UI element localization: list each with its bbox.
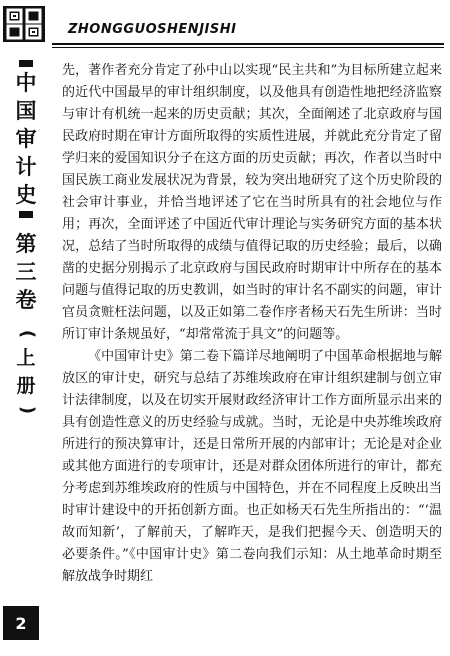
part-paren-open: ( xyxy=(16,329,38,339)
title-char: 中 xyxy=(15,71,37,95)
part-paren-close: ) xyxy=(16,405,38,415)
book-title-logo xyxy=(3,6,45,42)
part-char: 上 xyxy=(16,347,36,369)
header-rule-thin xyxy=(52,47,444,48)
header-rule xyxy=(52,43,444,45)
title-char: 审 xyxy=(15,127,37,151)
vertical-book-title xyxy=(6,58,46,420)
title-bracket-bottom xyxy=(19,211,33,218)
volume-char: 三 xyxy=(15,260,37,284)
page-number: 2 xyxy=(3,606,39,640)
volume-char: 第 xyxy=(15,232,37,256)
title-bracket-top xyxy=(19,60,33,67)
running-header-title: ZHONGGUOSHENJISHI xyxy=(68,22,237,37)
volume-char: 卷 xyxy=(15,288,37,312)
title-char: 计 xyxy=(15,155,37,179)
title-char: 史 xyxy=(15,183,37,207)
book-title-logo-icon xyxy=(3,6,45,42)
title-char: 国 xyxy=(15,99,37,123)
body-paragraph: 先，著作者充分肯定了孙中山以实现“民主共和”为目标所建立起来的近代中国最早的审计组织制度，以及他具有创造性地把经济监察与审计有机统一起来的历史贡献；其次，全面阐述了北京政府与国民政府时期在审计方面所取得的实质性进展，并就此充分肯定了留学归来的爱国知识分子在这方面的历史贡献；再次，作者以当时中国民族工商业发展状况为背景，较为突出地研究了这个历史阶段的社会审计事业，并恰当地评述了它在当时所具有的社会地位与作用；再次，全面评述了中国近代审计理论与实务研究方面的基本状况，总结了当时所取得的成绩与值得记取的历史经验；最后，以确凿的史据分别揭示了北京政府与国民政府时期审计中所存在的基本问题与值得记取的历史教训，如当时的审计名不副实的问题，审计官员贪赃枉法问题，以及正如第二卷作序者杨天石先生所讲：当时所订审计条规虽好，“却常常流于具文”的问题等。 xyxy=(62,63,442,342)
body-paragraph: 《中国审计史》第二卷下篇详尽地阐明了中国革命根据地与解放区的审计史，研究与总结了苏维埃政府在审计组织建制与创立审计法律制度，以及在切实开展财政经济审计工作方面所显示出来的具有创造性意义的历史经验与成就。当时，无论是中央苏维埃政府所进行的预决算审计，还是日常所开展的内部审计；无论是对企业或其他方面进行的专项审计，还是对群众团体所进行的审计，都充分考虑到苏维埃政府的性质与中国特色，并在不同程度上反映出当时审计建设中的开拓创新方面。也正如杨天石先生所指出的：“‘温故而知新’，了解前天，了解昨天，是我们把握今天、创造明天的必要条件。”《中国审计史》第二卷向我们示知：从土地革命时期至解放战争时期红 xyxy=(62,349,442,584)
part-char: 册 xyxy=(16,375,36,397)
page-body xyxy=(62,60,442,588)
